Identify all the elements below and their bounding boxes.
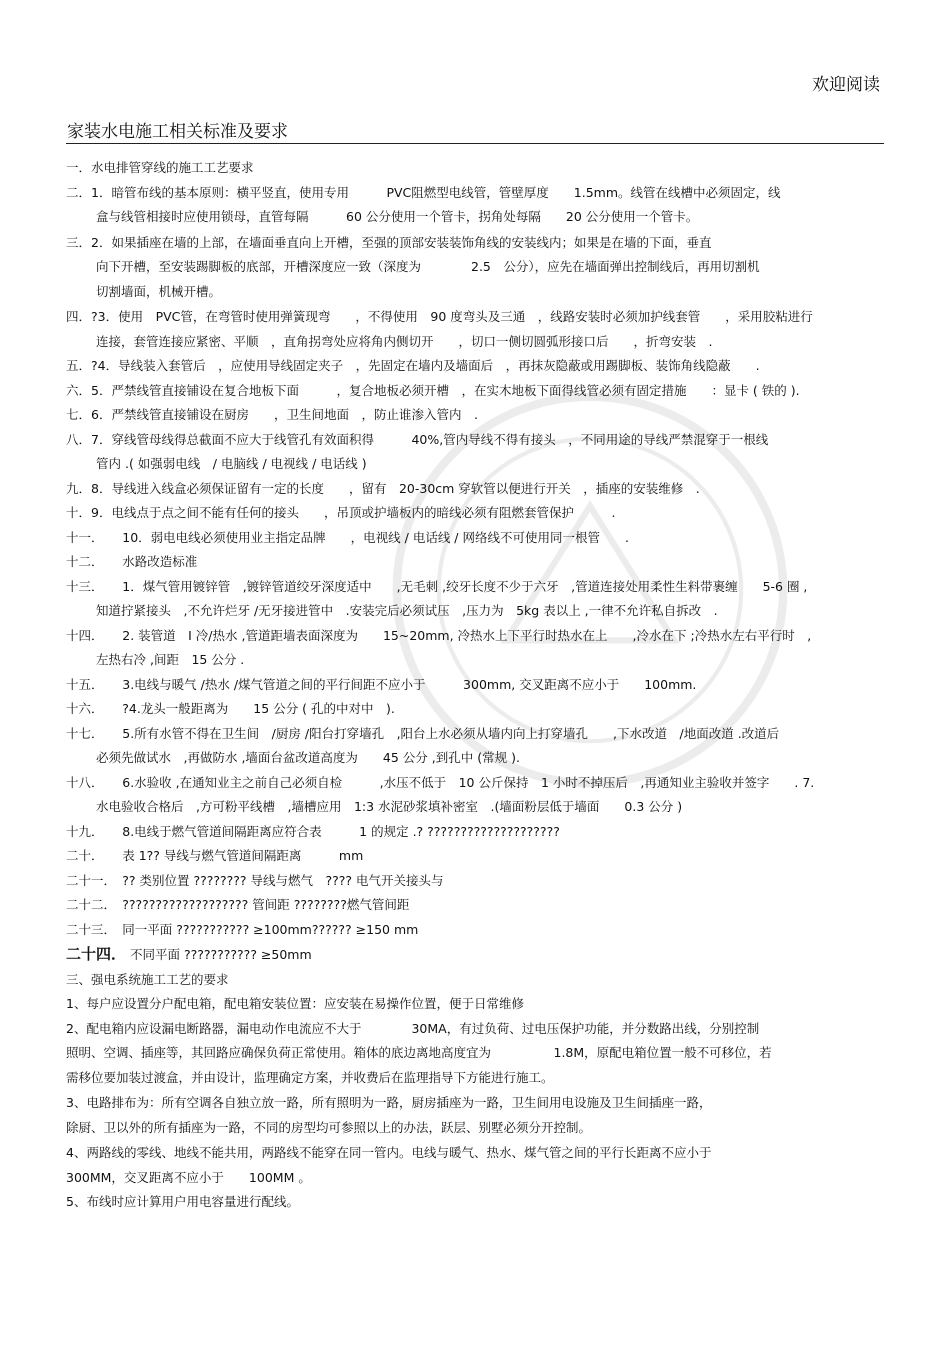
body-line: 除厨、卫以外的所有插座为一路，不同的房型均可参照以上的办法，跃层、别墅必须分开控制。 [66,1119,592,1135]
body-line: 七．6．严禁线管直接铺设在厨房 ，卫生间地面 ，防止谁渗入管内 . [66,407,478,422]
body-line: 左热右冷 ,间距 15 公分 . [96,652,245,667]
body-line: 十六． ?4.龙头一般距离为 15 公分 ( 孔的中对中 ). [66,701,395,716]
body-line: 需移位要加装过渡盒，并由设计，监理确定方案，并收费后在监理指导下方能进行施工。 [66,1069,554,1085]
line-text: 不同平面 ??????????? ≥50mm [130,947,312,962]
body-line: 切割墙面，机械开槽。 [96,283,222,299]
body-line: 八．7．穿线管母线得总截面不应大于线管孔有效面积得 40%,管内导线不得有接头 ，不同用途的导线严禁混穿于一根线 [66,431,769,447]
body-line: 知道拧紧接头 ,不允许烂牙 /无牙接进管中 .安装完后必须试压 ,压力为 5kg 表以上 ,一律不允许私自拆改 . [96,603,718,618]
body-line: 二十二． ??????????????????? 管间距 ????????燃气管间距 [66,897,410,912]
body-line: 二．1．暗管布线的基本原则：横平竖直，使用专用 PVC阻燃型电线管，管壁厚度 1.5mm。线管在线槽中必须固定，线 [66,184,781,200]
body-line: 十五． 3.电线与暖气 /热水 /煤气管道之间的平行间距不应小于 300mm, 交叉距离不应小于 100mm. [66,676,697,692]
line-lead: 二十四． [66,945,127,963]
section-heading: 一．水电排管穿线的施工工艺要求 [66,160,254,175]
body-line: 二十三． 同一平面 ??????????? ≥100mm?????? ≥150 mm [66,921,419,937]
body-line: 十八． 6.水验收 ,在通知业主之前自己必须自检 ,水压不低于 10 公斤保持 1 小时不掉压后 ,再通知业主验收并签字 . 7. [66,774,815,790]
body-line: 二十一． ?? 类别位置 ???????? 导线与燃气 ???? 电气开关接头与 [66,872,444,888]
document-body [66,156,890,1215]
body-line: 照明、空调、插座等，其回路应确保负荷正常使用。箱体的底边离地高度宜为 1.8M，原配电箱位置一般不可移位，若 [66,1045,772,1060]
body-line: 五．?4．导线装入套管后 ，应使用导线固定夹子 ，先固定在墙内及墙面后 ，再抹灰隐蔽或用踢脚板、装饰角线隐蔽 . [66,358,760,373]
body-line: 盒与线管相接时应使用锁母，直管每隔 60 公分使用一个管卡，拐角处每隔 20 公分使用一个管卡。 [96,209,699,224]
document-title: 家装水电施工相关标准及要求 [67,122,288,142]
body-line: 十．9．电线点于点之间不能有任何的接头 ，吊顶或护墙板内的暗线必须有阻燃套管保护 . [66,505,616,520]
section-heading: 三、强电系统施工工艺的要求 [66,971,229,987]
body-line: 3、电路排布为：所有空调各自独立放一路，所有照明为一路，厨房插座为一路，卫生间用电设施及卫生间插座一路， [66,1095,712,1110]
title-underline [66,143,884,144]
body-line: 十九． 8.电线于燃气管道间隔距离应符合表 1 的规定 .? ???????????????????? [66,823,560,839]
body-line: 十七． 5.所有水管不得在卫生间 /厨房 /阳台打穿墙孔 ,阳台上水必须从墙内向上打穿墙孔 ,下水改道 /地面改道 .改道后 [66,725,780,741]
body-line: 十四． 2. 装管道 I 冷/热水 ,管道距墙表面深度为 15~20mm, 冷热水上下平行时热水在上 ,冷水在下 ;冷热水左右平行时 , [66,627,812,643]
body-line: 300MM，交叉距离不应小于 100MM 。 [66,1169,311,1185]
body-line: 十一． 10．弱电电线必须使用业主指定品牌 ，电视线 / 电话线 / 网络线不可使用同一根管 . [66,529,629,545]
body-line: 连接，套管连接应紧密、平顺 ，直角拐弯处应将角内侧切开 ，切口一侧切圆弧形接口后 ，折弯安装 . [96,333,713,349]
body-line: 水电验收合格后 ,方可粉平线槽 ,墙槽应用 1:3 水泥砂浆填补密室 .(墙面粉层低于墙面 0.3 公分 ) [96,799,683,814]
body-line: 六．5．严禁线管直接铺设在复合地板下面 ，复合地板必须开槽 ，在实木地板下面得线管必须有固定措施 ：显卡 ( 铁的 ). [66,382,800,398]
body-line: 二十． 表 1?? 导线与燃气管道间隔距离 mm [66,848,364,863]
body-line: 必须先做试水 ,再做防水 ,墙面台盆改道高度为 45 公分 ,到孔中 (常规 ). [96,750,520,765]
body-line: 三．2．如果插座在墙的上部，在墙面垂直向上开槽，至强的顶部安装装饰角线的安装线内；如果是在墙的下面，垂直 [66,234,712,250]
body-line [66,942,890,968]
body-line: 四．?3．使用 PVC管，在弯管时使用弹簧现弯 ，不得使用 90 度弯头及三通 ，线路安装时必须加护线套管 ，采用胶粘进行 [66,309,813,324]
body-line: 十二． 水路改造标准 [66,554,198,569]
welcome-text: 欢迎阅读 [812,75,880,95]
body-line: 4、两路线的零线、地线不能共用，两路线不能穿在同一管内。电线与暖气、热水、煤气管之间的平行长距离不应小于 [66,1145,712,1160]
body-line: 1、每户应设置分户配电箱，配电箱安装位置：应安装在易操作位置，便于日常维修 [66,996,524,1011]
body-line: 十三． 1．煤气管用镀锌管 ,镀锌管道绞牙深度适中 ,无毛刺 ,绞牙长度不少于六牙 ,管道连接处用柔性生料带裹缠 5-6 圈 , [66,578,808,594]
body-line: 2、配电箱内应设漏电断路器，漏电动作电流应不大于 30MA，有过负荷、过电压保护功能，并分数路出线，分别控制 [66,1020,760,1036]
body-line: 九．8．导线进入线盒必须保证留有一定的长度 ，留有 20-30cm 穿软管以便进行开关 ，插座的安装维修 . [66,480,700,496]
body-line: 管内 .( 如强弱电线 / 电脑线 / 电视线 / 电话线 ) [96,456,367,471]
body-line: 5、布线时应计算用户用电容量进行配线。 [66,1194,299,1209]
body-line: 向下开槽，至安装踢脚板的底部，开槽深度应一致（深度为 2.5 公分），应先在墙面弹出控制线后，再用切割机 [96,259,760,274]
